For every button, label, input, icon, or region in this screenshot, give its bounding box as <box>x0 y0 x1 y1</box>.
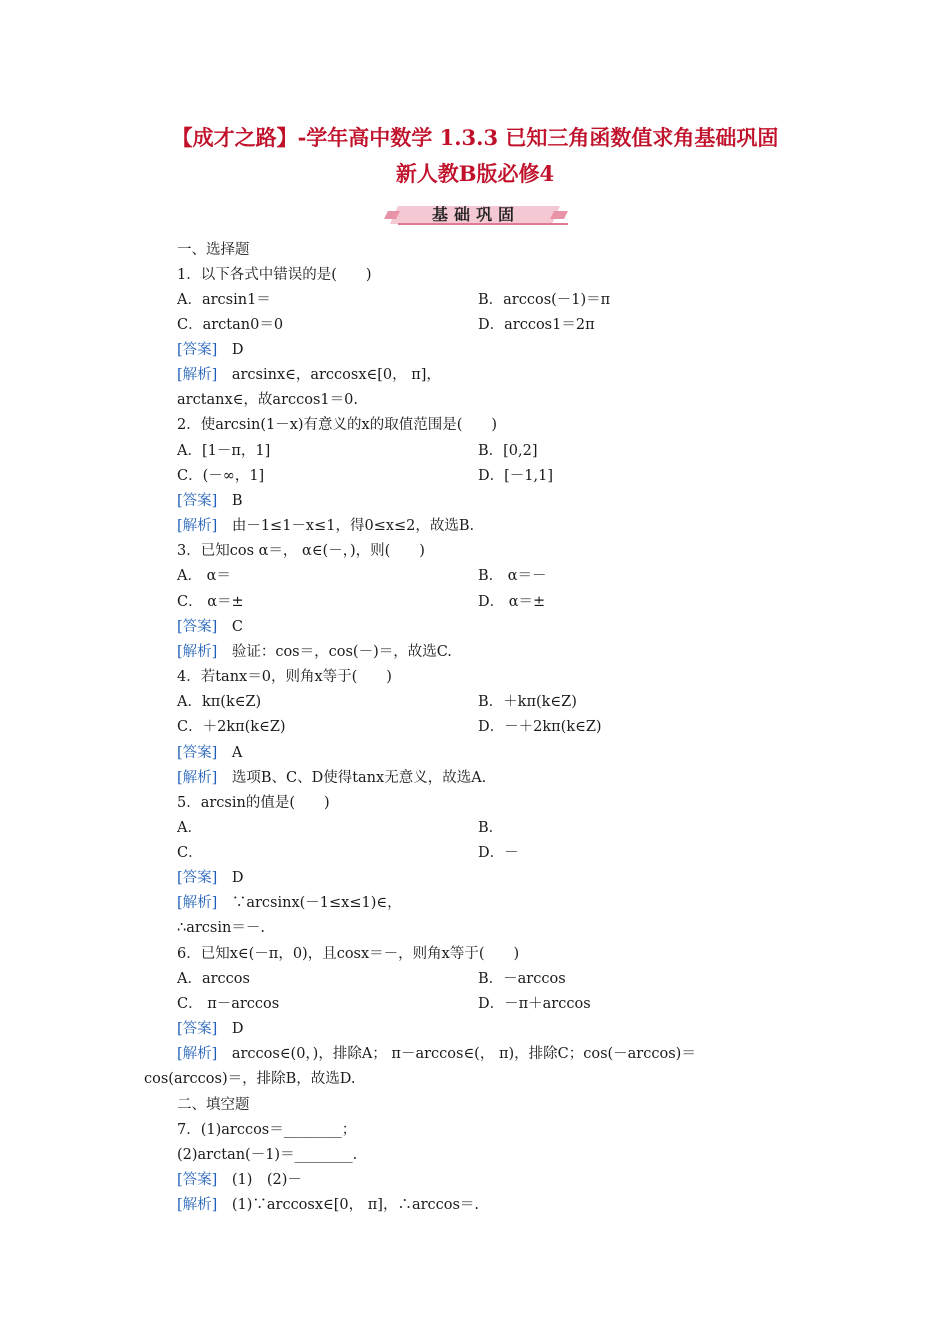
document-title-line2: 新人教B版必修4 <box>395 161 555 186</box>
analysis-label: [解析] <box>177 367 218 383</box>
q5-option-a: A． <box>177 820 202 836</box>
analysis-label: [解析] <box>177 1046 218 1062</box>
analysis-label: [解析] <box>177 895 218 911</box>
q4-option-d: D．－＋2kπ(k∈Z) <box>478 719 602 735</box>
section-heading: 二、填空题 <box>177 1097 250 1113</box>
q7-answer: (1) (2)－ <box>231 1172 302 1188</box>
q5-analysis-row <box>177 893 402 913</box>
q6-analysis-2: cos(arccos)＝，排除B，故选D. <box>144 1071 356 1087</box>
answer-label: [答案] <box>177 493 218 509</box>
q3-option-c: C． α＝± <box>177 594 244 610</box>
q2-option-b: B．[0,2] <box>478 443 538 459</box>
section-heading: 一、选择题 <box>177 242 250 258</box>
q3-answer-row <box>177 617 243 637</box>
q6-option-a: A．arccos <box>177 971 250 987</box>
q6-option-b: B．－arccos <box>478 971 566 987</box>
q6-analysis-1: arccos∈(0，)，排除A； π－arccos∈(， π)，排除C；cos(－arccos)＝ <box>231 1046 696 1062</box>
q5-option-b: B． <box>478 820 504 836</box>
q5-analysis-1: ∵arcsinx(－1≤x≤1)∈， <box>231 895 402 911</box>
q1-option-b: B．arccos(－1)＝π <box>478 292 611 308</box>
q1-analysis-row <box>177 365 441 385</box>
q5-answer: D <box>231 870 244 886</box>
answer-label: [答案] <box>177 1172 218 1188</box>
q6-answer: D <box>231 1021 244 1037</box>
q4-answer-row <box>177 743 242 763</box>
q7-analysis-row <box>177 1195 479 1215</box>
q3-answer: C <box>231 619 243 635</box>
q2-option-a: A．[1－π，1] <box>177 443 271 459</box>
q3-option-b: B． α＝－ <box>478 568 547 584</box>
q1-analysis-2: arctanx∈，故arccos1＝0. <box>177 392 358 408</box>
q7-answer-row <box>177 1170 302 1190</box>
analysis-label: [解析] <box>177 1197 218 1213</box>
analysis-label: [解析] <box>177 644 218 660</box>
q5-stem: 5．arcsin的值是( ) <box>177 795 330 811</box>
q4-analysis-row <box>177 768 486 788</box>
q2-analysis-row <box>177 516 474 536</box>
analysis-label: [解析] <box>177 518 218 534</box>
q3-analysis: 验证：cos＝，cos(－)＝，故选C. <box>231 644 452 660</box>
q7-part1: 7．(1)arccos＝________； <box>177 1122 357 1138</box>
q3-analysis-row <box>177 642 452 662</box>
q5-analysis-2: ∴arcsin＝－. <box>177 920 265 936</box>
q4-option-b: B．＋kπ(k∈Z) <box>478 694 577 710</box>
q6-answer-row <box>177 1019 243 1039</box>
document-title-line1: 【成才之路】-学年高中数学 1.3.3 已知三角函数值求角基础巩固 <box>171 125 779 150</box>
q5-option-c: C． <box>177 845 203 861</box>
q6-analysis-row <box>177 1044 696 1064</box>
q3-option-a: A． α＝ <box>177 568 231 584</box>
q4-option-a: A．kπ(k∈Z) <box>177 694 262 710</box>
q7-part2: (2)arctan(－1)＝________. <box>177 1147 358 1163</box>
q4-analysis: 选项B、C、D使得tanx无意义，故选A. <box>231 770 487 786</box>
q4-option-c: C．＋2kπ(k∈Z) <box>177 719 286 735</box>
banner-label: 基础巩固 <box>431 205 520 224</box>
section-banner <box>384 203 568 227</box>
q2-option-c: C．(－∞，1] <box>177 468 265 484</box>
q5-option-d: D．－ <box>478 845 519 861</box>
answer-label: [答案] <box>177 745 218 761</box>
q6-option-d: D．－π＋arccos <box>478 996 591 1012</box>
q2-answer-row <box>177 491 242 511</box>
q6-option-c: C． π－arccos <box>177 996 280 1012</box>
q2-option-d: D．[－1,1] <box>478 468 553 484</box>
q3-stem: 3．已知cos α＝， α∈(－，)，则( ) <box>177 543 425 559</box>
q4-answer: A <box>231 745 243 761</box>
q1-stem: 1．以下各式中错误的是( ) <box>177 267 372 283</box>
q1-answer-row <box>177 340 243 360</box>
analysis-label: [解析] <box>177 770 218 786</box>
q1-answer: D <box>231 342 244 358</box>
q4-stem: 4．若tanx＝0，则角x等于( ) <box>177 669 392 685</box>
answer-label: [答案] <box>177 342 218 358</box>
q6-stem: 6．已知x∈(－π，0)，且cosx＝－，则角x等于( ) <box>177 946 520 962</box>
q2-analysis: 由－1≤1－x≤1，得0≤x≤2，故选B. <box>231 518 475 534</box>
q1-option-c: C．arctan0＝0 <box>177 317 284 333</box>
q1-option-a: A．arcsin1＝ <box>177 292 271 308</box>
answer-label: [答案] <box>177 870 218 886</box>
q7-analysis: (1)∵arccosx∈[0， π]，∴arccos＝. <box>231 1197 480 1213</box>
q5-answer-row <box>177 868 243 888</box>
q1-option-d: D．arccos1＝2π <box>478 317 595 333</box>
answer-label: [答案] <box>177 619 218 635</box>
answer-label: [答案] <box>177 1021 218 1037</box>
q2-answer: B <box>231 493 243 509</box>
q1-analysis-1: arcsinx∈，arccosx∈[0， π]， <box>231 367 441 383</box>
q2-stem: 2．使arcsin(1－x)有意义的x的取值范围是( ) <box>177 417 498 433</box>
q3-option-d: D． α＝± <box>478 594 546 610</box>
